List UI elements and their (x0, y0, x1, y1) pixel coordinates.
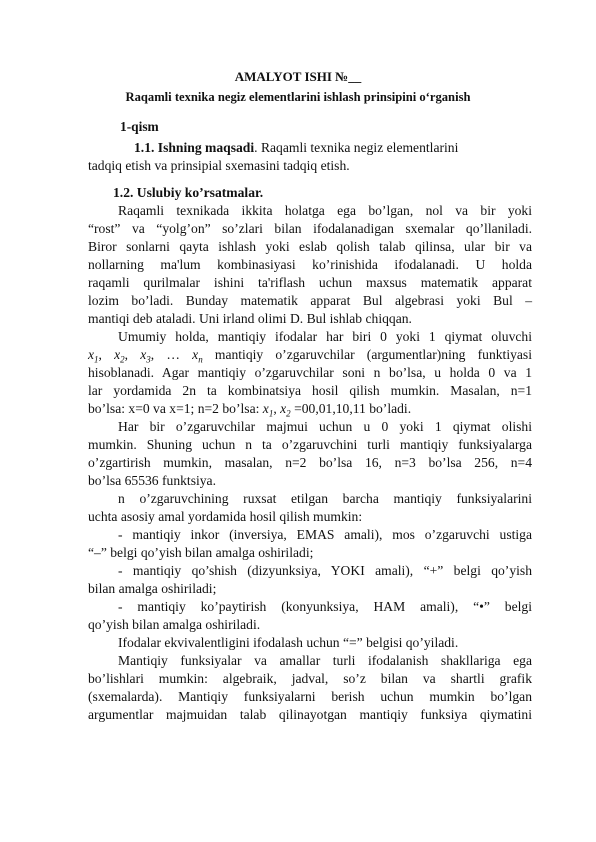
paragraph-5 (88, 526, 532, 562)
section-1-1-heading: 1.1. Ishning maqsadi (134, 140, 255, 155)
text-line: mumkin. Shuning uchun n ta o’zgaruvchini turli mantiqiy funksiyalarga (88, 437, 532, 452)
section-1-1-text: . Raqamli texnika negiz elementlarini (254, 140, 459, 155)
text-line: Ifodalar ekvivalentligini ifodalash uchun “=” belgisi qo’yiladi. (118, 635, 459, 650)
text-line: Umumiy holda, mantiqiy ifodalar har biri 0 yoki 1 qiymat oluvchi (118, 329, 532, 344)
paragraph-8 (88, 634, 532, 652)
text-line: lozim bo’ladi. Bunday matematik apparat Bul algebrasi yoki Bul – (88, 293, 532, 308)
paragraph-2 (88, 328, 532, 418)
text-line: bo’lishlari mumkin: algebraik, jadval, so’z bilan va shartli grafik (88, 671, 532, 686)
text-line: Har bir o’zgaruvchilar majmui uchun u 0 yoki 1 qiymat olishi (118, 419, 532, 434)
text-line: lar yordamida 2n ta kombinatsiya hosil qilish mumkin. Masalan, n=1 (88, 383, 532, 398)
section-1-1-line1 (134, 139, 458, 157)
text-line: (sxemalarda). Mantiqiy funksiyalarni berish uchun mumkin bo’lgan (88, 689, 532, 704)
section-1-2-heading: 1.2. Uslubiy ko’rsatmalar. (113, 185, 264, 200)
text-line: n o’zgaruvchining ruxsat etilgan barcha mantiqiy funksiyalarini (118, 491, 532, 506)
paragraph-9 (88, 652, 532, 724)
text-line: bo’lsa 65536 funktsiya. (88, 473, 216, 488)
text-line: bilan amalga oshiriladi; (88, 581, 217, 596)
text-line: Mantiqiy funksiyalar va amallar turli ifodalanish shakllariga ega (118, 653, 532, 668)
text-line: - mantiqiy ko’paytirish (konyunksiya, HAM amali), “•” belgi (118, 599, 532, 614)
paragraph-4 (88, 490, 532, 526)
text-line: nollarning ma'lum kombinasiyasi ko’rinishida ifodalanadi. U holda (88, 257, 532, 272)
section-1-1-line2: tadqiq etish va prinsipial sxemasini tadqiq etish. (88, 158, 350, 173)
text-line: qo’yish bilan amalga oshiriladi. (88, 617, 261, 632)
text-line: “–” belgi qo’yish bilan amalga oshiriladi; (88, 545, 314, 560)
paragraph-1 (88, 202, 532, 328)
part-label: 1-qism (120, 119, 159, 134)
text-line: o’zgartirish mumkin, masalan, n=2 bo’lsa 16, n=3 bo’lsa 256, n=4 (88, 455, 532, 470)
document-subtitle: Raqamli texnika negiz elementlarini ishlash prinsipini oʻrganish (125, 90, 471, 104)
text-line: hisoblanadi. Agar mantiqiy o’zgaruvchilar soni n bo’lsa, u holda 0 va 1 (88, 365, 532, 380)
document-title: AMALYOT ISHI №__ (234, 69, 362, 84)
text-line: - mantiqiy qo’shish (dizyunksiya, YOKI amali), “+” belgi qo’yish (118, 563, 532, 578)
text-line: mantiqi deb ataladi. Uni irland olimi D. Bul ishlab chiqqan. (88, 311, 412, 326)
text-line: argumentlar majmuidan talab qilinayotgan mantiqiy funksiya qiymatini (88, 707, 532, 722)
text-line: bo’lsa: x=0 va x=1; n=2 bo’lsa: $x_1$, $x_2 =00,01,10,11$ bo’ladi. (88, 401, 412, 419)
text-line: - mantiqiy inkor (inversiya, EMAS amali), mos o’zgaruvchi ustiga (118, 527, 532, 542)
text-line: raqamli qurilmalar ishini ta'riflash uchun maxsus matematik apparat (88, 275, 532, 290)
text-line-variables: $x_1$, $x_2$, $x_3$, … $x_n$ mantiqiy o’zgaruvchilar (argumentlar)ning funktiyasi (88, 347, 532, 365)
text-line: Raqamli texnikada ikkita holatga ega bo’lgan, nol va bir yoki (118, 203, 532, 218)
text-line: Biror sonlarni qayta ishlash yoki eslab qolish talab qilinsa, ular bir va (88, 239, 532, 254)
text-line: “rost” va “yolg’on” so’zlari bilan ifodalanadigan sxemalar qo’llaniladi. (88, 221, 532, 236)
text-line: uchta asosiy amal yordamida hosil qilish mumkin: (88, 509, 363, 524)
paragraph-6 (88, 562, 532, 598)
paragraph-3 (88, 418, 532, 490)
paragraph-7 (88, 598, 532, 634)
